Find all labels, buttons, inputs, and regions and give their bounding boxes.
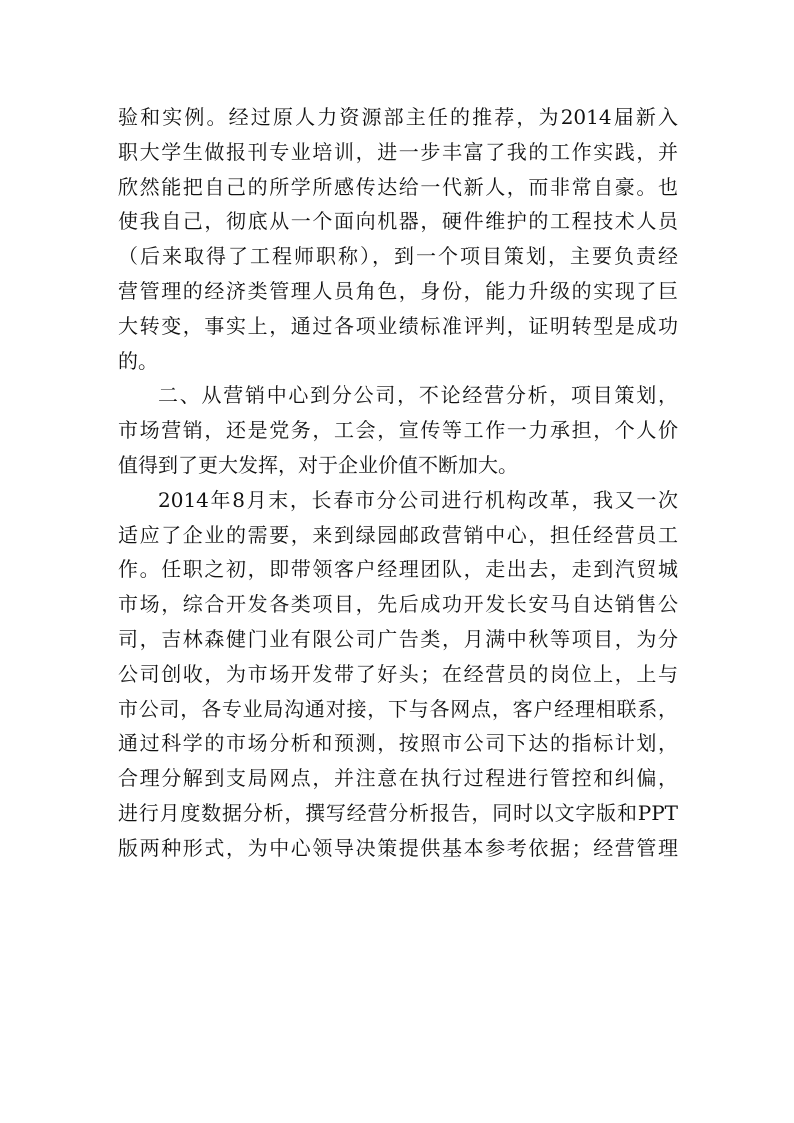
- text-line: 2014年8月末，长春市分公司进行机构改革，我又一次: [158, 487, 678, 512]
- text-line: 大转变，事实上，通过各项业绩标准评判，证明转型是成功: [118, 313, 678, 338]
- text-line: 进行月度数据分析，撰写经营分析报告，同时以文字版和PPT: [118, 800, 678, 825]
- text-line: 市场营销，还是党务，工会，宣传等工作一力承担，个人价: [118, 418, 678, 443]
- text-line: 通过科学的市场分析和预测，按照市公司下达的指标计划，: [118, 731, 678, 756]
- text-line: 使我自己，彻底从一个面向机器，硬件维护的工程技术人员: [118, 209, 678, 234]
- text-line: 二、从营销中心到分公司，不论经营分析，项目策划，: [158, 383, 678, 408]
- text-line: 市场，综合开发各类项目，先后成功开发长安马自达销售公: [118, 592, 678, 617]
- text-line: 值得到了更大发挥，对于企业价值不断加大。: [118, 452, 518, 477]
- text-line: 适应了企业的需要，来到绿园邮政营销中心，担任经营员工: [118, 522, 678, 547]
- text-line: 欣然能把自己的所学所感传达给一代新人，而非常自豪。也: [118, 174, 678, 199]
- text-line: 验和实例。经过原人力资源部主任的推荐，为2014届新入: [118, 105, 678, 129]
- document-body: [118, 100, 678, 866]
- text-line: 合理分解到支局网点，并注意在执行过程进行管控和纠偏，: [118, 766, 678, 791]
- text-line: 市公司，各专业局沟通对接，下与各网点，客户经理相联系，: [118, 696, 678, 721]
- text-line: 职大学生做报刊专业培训，进一步丰富了我的工作实践，并: [118, 139, 678, 164]
- text-line: 的。: [118, 348, 158, 373]
- text-line: 司，吉林森健门业有限公司广告类，月满中秋等项目，为分: [118, 626, 678, 651]
- text-line: 作。任职之初，即带领客户经理团队，走出去，走到汽贸城: [118, 557, 678, 582]
- text-line: 公司创收，为市场开发带了好头；在经营员的岗位上，上与: [118, 661, 678, 686]
- text-line: 版两种形式，为中心领导决策提供基本参考依据；经营管理: [118, 835, 678, 860]
- text-line: 营管理的经济类管理人员角色，身份，能力升级的实现了巨: [118, 278, 678, 303]
- text-line: （后来取得了工程师职称），到一个项目策划，主要负责经: [118, 244, 678, 269]
